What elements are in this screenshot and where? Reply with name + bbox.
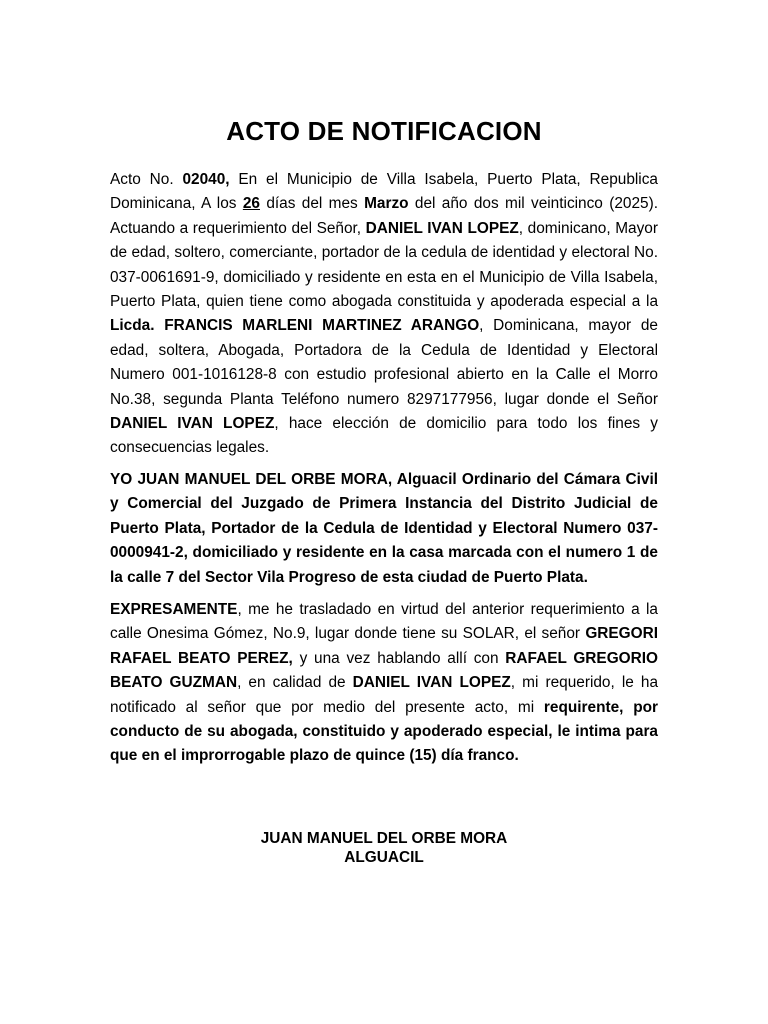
text-segment: , Dominicana, mayor de edad, soltera, Abogada, Portadora de la Cedula de Identidad y Electoral Numero 001-1016128-8 con estudio profesional abierto en la Calle el Morro No.38, segunda Planta Teléfono numero 8297177956, lugar donde el Señor xyxy=(110,317,658,408)
closing-clause: requirente, por conducto de su abogada, constituido y apoderado especial, le intima para que en el improrrogable plazo de quince (15) día franco. xyxy=(110,698,658,765)
text-segment: y una vez hablando allí con xyxy=(292,649,506,667)
lawyer-title: Licda. xyxy=(110,317,155,335)
text-segment xyxy=(154,317,164,334)
expresamente-lead: EXPRESAMENTE xyxy=(110,601,238,618)
text-segment: días del mes xyxy=(259,195,365,213)
text-segment: del año dos mil veinticinco (2025). Actuando a requerimiento del Señor, xyxy=(110,195,658,237)
act-number: 02040, xyxy=(182,171,230,188)
client-name: DANIEL IVAN LOPEZ xyxy=(352,674,511,692)
paragraph-act-details xyxy=(110,168,658,461)
person-name: RAFAEL GREGORIO BEATO GUZMAN xyxy=(110,649,658,692)
client-name: DANIEL IVAN LOPEZ xyxy=(365,219,519,237)
text-segment: , me he trasladado en virtud del anterior requerimiento a la calle Onesima Gómez, No.9, lugar donde tiene su SOLAR, el señor xyxy=(110,601,658,643)
text-segment: , mi requerido, le ha notificado al señor que por medio del presente acto, mi xyxy=(110,674,659,716)
text-segment: , en calidad de xyxy=(237,674,353,692)
text-segment: , hace elección de domicilio para todo los fines y consecuencias legales. xyxy=(110,415,658,457)
text-segment: En el Municipio de Villa Isabela, Puerto Plata, Republica Dominicana, A los xyxy=(110,171,658,213)
lawyer-name: FRANCIS MARLENI MARTINEZ ARANGO xyxy=(164,317,480,335)
signature-role: ALGUACIL xyxy=(344,849,424,866)
act-day: 26 xyxy=(242,195,260,213)
document-title: ACTO DE NOTIFICACION xyxy=(226,116,542,146)
paragraph-notification xyxy=(110,598,658,769)
text-segment: Acto No. xyxy=(110,171,183,188)
paragraph-bailiff: YO JUAN MANUEL DEL ORBE MORA, Alguacil Ordinario del Cámara Civil y Comercial del Juzgado de Primera Instancia del Distrito Judicial de Puerto Plata, Portador de la Cedula de Identidad y Electoral Numero 037-0000941-2, domiciliado y residente en la casa marcada con el numero 1 de la calle 7 del Sector Vila Progreso de esta ciudad de Puerto Plata. xyxy=(110,471,658,586)
act-month: Marzo xyxy=(364,195,409,213)
signature-name: JUAN MANUEL DEL ORBE MORA xyxy=(260,830,508,847)
person-name: GREGORI RAFAEL BEATO PEREZ, xyxy=(110,625,658,667)
text-segment: , dominicano, Mayor de edad, soltero, comerciante, portador de la cedula de identidad y electoral No. 037-0061691-9, domiciliado y residente en esta en el Municipio de Villa Isabela, Puerto Plata, quien tiene como abogada constituida y apoderada especial a la xyxy=(110,219,658,311)
client-name: DANIEL IVAN LOPEZ xyxy=(110,415,275,433)
